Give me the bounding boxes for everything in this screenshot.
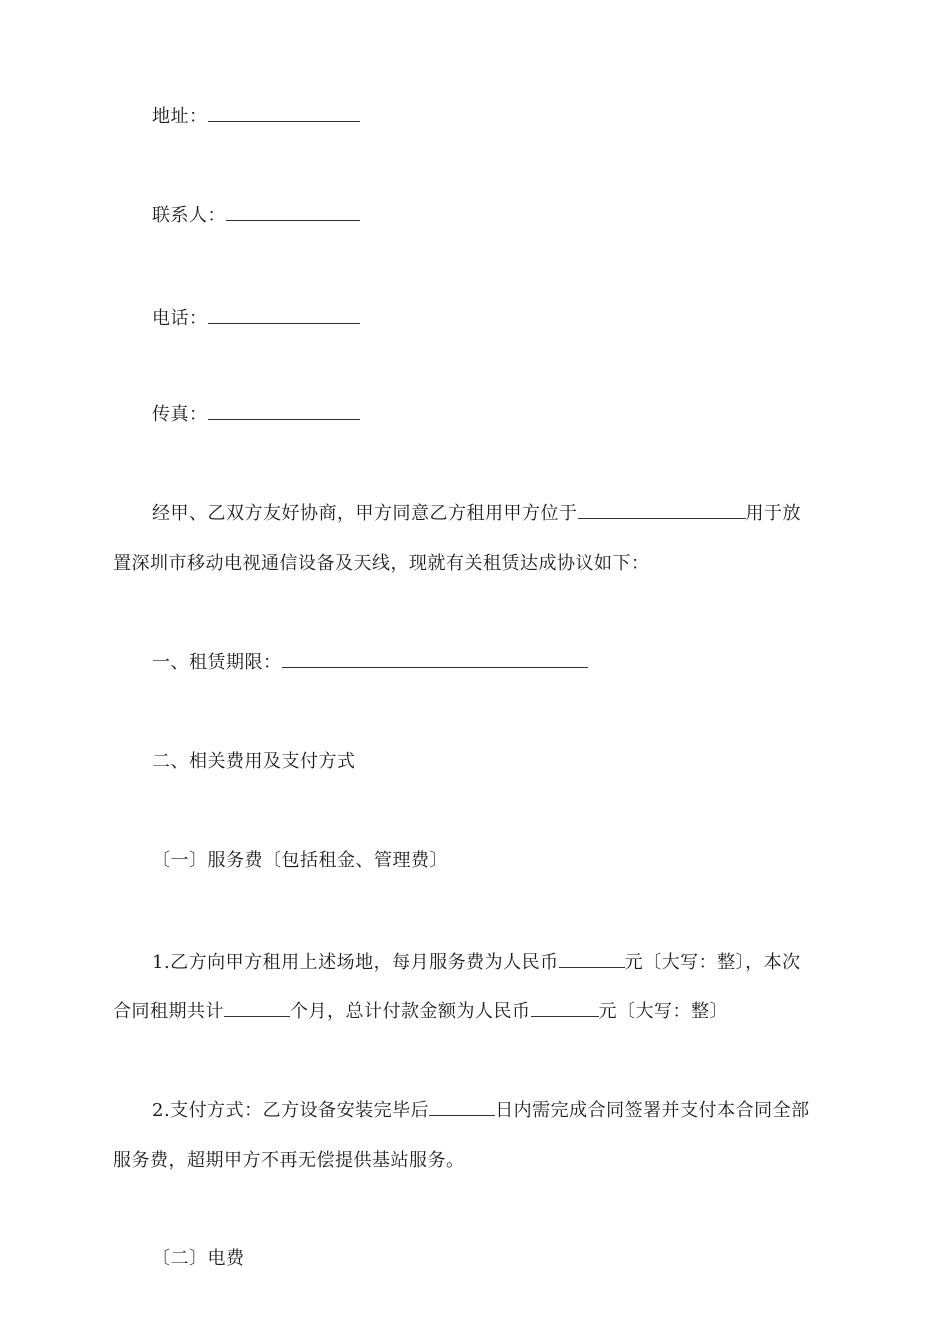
total-amount-blank[interactable] [531, 1000, 599, 1017]
fax-label: 传真： [152, 404, 208, 425]
section2-heading-text: 二、相关费用及支付方式 [152, 751, 356, 772]
subsection1-heading-text: 〔一〕服务费〔包括租金、管理费〕 [152, 850, 448, 871]
item2-text-3: 服务费，超期甲方不再无偿提供基站服务。 [113, 1150, 465, 1171]
fax-line [152, 403, 360, 426]
monthly-fee-blank[interactable] [559, 951, 625, 968]
item1-line-2 [113, 1000, 728, 1023]
subsection2-heading-text: 〔二〕电费 [152, 1248, 245, 1269]
item1-text-5: 元〔大写：整〕 [598, 1001, 728, 1022]
payment-days-blank[interactable] [429, 1099, 495, 1116]
address-line [152, 105, 360, 128]
item1-line-1 [152, 951, 801, 974]
intro-line-1 [152, 502, 801, 525]
item1-text-2: 元〔大写：整〕，本次 [624, 952, 801, 973]
item1-text-1: 1.乙方向甲方租用上述场地，每月服务费为人民币 [152, 952, 559, 973]
contact-line [152, 204, 360, 227]
item2-text-1: 2.支付方式：乙方设备安装完毕后 [152, 1100, 430, 1121]
intro-text-1: 经甲、乙双方友好协商，甲方同意乙方租用甲方位于 [152, 503, 578, 524]
subsection1-heading [152, 850, 448, 872]
intro-text-3: 置深圳市移动电视通信设备及天线，现就有关租赁达成协议如下： [113, 553, 650, 574]
item1-text-3: 合同租期共计 [113, 1001, 224, 1022]
address-blank[interactable] [208, 105, 360, 122]
phone-line [152, 307, 360, 330]
item1-text-4: 个月，总计付款金额为人民币 [290, 1001, 531, 1022]
lease-term-label: 一、租赁期限： [152, 652, 282, 673]
intro-text-2: 用于放 [745, 503, 801, 524]
location-blank[interactable] [578, 502, 746, 519]
fax-blank[interactable] [208, 403, 360, 420]
item2-text-2: 日内需完成合同签署并支付本合同全部 [495, 1100, 810, 1121]
months-blank[interactable] [224, 1000, 290, 1017]
subsection2-heading [152, 1248, 245, 1270]
contact-blank[interactable] [226, 204, 360, 221]
phone-label: 电话： [152, 308, 208, 329]
section2-heading [152, 751, 356, 773]
phone-blank[interactable] [208, 307, 360, 324]
address-label: 地址： [152, 106, 208, 127]
item2-line-1 [152, 1099, 810, 1122]
item2-line-2 [113, 1150, 465, 1172]
intro-line-2 [113, 553, 650, 575]
contact-label: 联系人： [152, 205, 226, 226]
section1-line [152, 651, 588, 674]
lease-term-blank[interactable] [282, 651, 588, 668]
